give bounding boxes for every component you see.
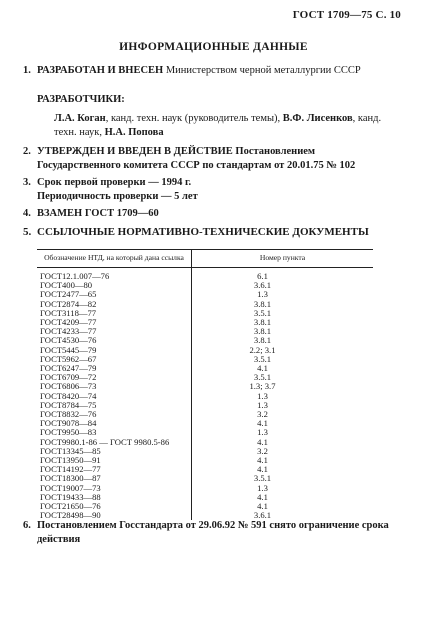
clause-cell: 1.3 bbox=[257, 289, 268, 300]
document-number: 28498—90 bbox=[62, 510, 101, 521]
document-number: 8784—75 bbox=[62, 399, 97, 410]
document-prefix: ГОСТ bbox=[40, 326, 63, 337]
document-prefix: ГОСТ bbox=[40, 363, 63, 374]
document-number: 9078—84 bbox=[62, 418, 97, 429]
section-6 bbox=[23, 519, 401, 547]
developer-name: Л.А. Коган bbox=[54, 113, 106, 124]
document-number: 4209—77 bbox=[62, 317, 97, 328]
document-number: 2874—82 bbox=[62, 298, 97, 309]
column-header-clause: Номер пункта bbox=[259, 253, 306, 262]
section-1-heading: РАЗРАБОТАН И ВНЕСЕН bbox=[37, 65, 164, 76]
document-number: 9950—83 bbox=[62, 427, 97, 438]
section-4 bbox=[23, 207, 401, 221]
page-header: ГОСТ 1709—75 С. 10 bbox=[292, 9, 401, 21]
document-prefix: ГОСТ bbox=[40, 280, 63, 291]
section-1-number: 1. bbox=[23, 65, 31, 76]
section-2-heading: УТВЕРЖДЕН И ВВЕДЕН В ДЕЙСТВИЕ bbox=[37, 146, 233, 157]
clause-cell: 4.1 bbox=[257, 501, 268, 512]
clause-cell: 3.8.1 bbox=[253, 335, 272, 346]
document-prefix: ГОСТ bbox=[40, 418, 63, 429]
clause-cell: 4.1 bbox=[257, 464, 268, 475]
section-3 bbox=[23, 176, 401, 204]
clause-cell: 3.8.1 bbox=[253, 317, 272, 328]
section-2-number: 2. bbox=[23, 146, 31, 157]
document-prefix: ГОСТ bbox=[40, 482, 63, 493]
clause-cell: 3.5.1 bbox=[253, 307, 272, 318]
clause-cell: 6.1 bbox=[257, 271, 268, 281]
clause-cell: 4.1 bbox=[257, 363, 268, 374]
document-number: 9980.1-86 — ГОСТ 9980.5-86 bbox=[62, 436, 170, 447]
document-number: 6709—72 bbox=[62, 372, 97, 383]
section-3-line1: Срок первой проверки — 1994 г. bbox=[37, 177, 192, 188]
document-number: 13345—85 bbox=[62, 445, 101, 456]
clause-cell: 1.3 bbox=[257, 390, 268, 401]
document-number: 3118—77 bbox=[62, 307, 97, 318]
document-number: 6806—73 bbox=[62, 381, 97, 392]
clause-cell: 1.3 bbox=[257, 482, 268, 493]
clause-cell: 3.2 bbox=[257, 445, 268, 456]
document-number: 8420—74 bbox=[62, 390, 97, 401]
document-prefix: ГОСТ bbox=[40, 427, 63, 438]
section-3-line2: Периодичность проверки — 5 лет bbox=[37, 191, 198, 202]
document-prefix: ГОСТ bbox=[40, 436, 63, 447]
document-number: 5445—79 bbox=[62, 344, 97, 355]
document-number: 19007—73 bbox=[62, 482, 101, 493]
document-number: 6247—79 bbox=[62, 363, 97, 374]
document-number: 21650—76 bbox=[62, 501, 101, 512]
clause-cell: 1.3 bbox=[257, 427, 268, 438]
clause-cell: 4.1 bbox=[257, 418, 268, 429]
document-number: 8832—76 bbox=[62, 409, 97, 420]
section-1-text: Министерством черной металлургии СССР bbox=[165, 65, 361, 76]
clause-cell: 1.3; 3.7 bbox=[249, 381, 276, 392]
clause-cell: 3.5.1 bbox=[253, 473, 272, 484]
clause-cell: 3.2 bbox=[257, 409, 268, 420]
document-cell bbox=[37, 268, 192, 282]
developer-role: , канд. техн. наук, bbox=[54, 113, 382, 138]
document-number: 5962—67 bbox=[62, 353, 97, 364]
developer-name: В.Ф. Лисенков bbox=[282, 113, 353, 124]
section-2-text: Постановлением Государственного комитета СССР по стандартам от 20.01.75 № 102 bbox=[37, 146, 356, 171]
clause-cell: 1.3 bbox=[257, 399, 268, 410]
clause-cell: 4.1 bbox=[257, 436, 268, 447]
clause-cell: 3.5.1 bbox=[253, 353, 272, 364]
document-prefix: ГОСТ bbox=[40, 501, 63, 512]
document-number: 4530—76 bbox=[62, 335, 97, 346]
section-5 bbox=[23, 225, 401, 239]
document-prefix: ГОСТ bbox=[40, 298, 63, 309]
document-prefix: ГОСТ bbox=[40, 271, 63, 281]
document-number: 2477—65 bbox=[62, 289, 97, 300]
developers-heading: РАЗРАБОТЧИКИ: bbox=[37, 94, 125, 105]
document-prefix: ГОСТ bbox=[40, 344, 63, 355]
developers-list bbox=[54, 112, 401, 140]
section-5-text: ССЫЛОЧНЫЕ НОРМАТИВНО-ТЕХНИЧЕСКИЕ ДОКУМЕНТЫ bbox=[37, 226, 369, 238]
clause-cell: 2.2; 3.1 bbox=[249, 344, 276, 355]
clause-cell: 3.8.1 bbox=[253, 326, 272, 337]
document-number: 4233—77 bbox=[62, 326, 97, 337]
references-table bbox=[37, 249, 373, 520]
column-header-document: Обозначение НТД, на который дана ссылка bbox=[37, 250, 192, 268]
clause-cell: 4.1 bbox=[257, 491, 268, 502]
table-header-row bbox=[37, 250, 373, 268]
document-prefix: ГОСТ bbox=[40, 455, 63, 466]
clause-cell: 4.1 bbox=[257, 455, 268, 466]
document-number: 400—80 bbox=[62, 280, 93, 291]
document-prefix: ГОСТ bbox=[40, 399, 63, 410]
document-prefix: ГОСТ bbox=[40, 289, 63, 300]
document-prefix: ГОСТ bbox=[40, 335, 63, 346]
clause-cell: 3.8.1 bbox=[253, 298, 272, 309]
section-1 bbox=[23, 64, 401, 78]
section-6-text: Постановлением Госстандарта от 29.06.92 № 591 снято ограничение срока действия bbox=[37, 520, 389, 545]
clause-cell: 3.6.1 bbox=[253, 280, 272, 291]
developer-role: , канд. техн. наук (руководитель темы), bbox=[105, 113, 283, 124]
document-prefix: ГОСТ bbox=[40, 381, 63, 392]
document-number: 19433—88 bbox=[62, 491, 101, 502]
document-prefix: ГОСТ bbox=[40, 464, 63, 475]
document-prefix: ГОСТ bbox=[40, 510, 63, 521]
document-number: 14192—77 bbox=[62, 464, 101, 475]
document-number: 13950—91 bbox=[62, 455, 101, 466]
document-prefix: ГОСТ bbox=[40, 353, 63, 364]
document-number: 12.1.007—76 bbox=[62, 271, 110, 281]
document-prefix: ГОСТ bbox=[40, 409, 63, 420]
document-prefix: ГОСТ bbox=[40, 390, 63, 401]
section-2 bbox=[23, 145, 401, 173]
section-3-number: 3. bbox=[23, 177, 31, 188]
section-6-number: 6. bbox=[23, 520, 31, 531]
document-prefix: ГОСТ bbox=[40, 491, 63, 502]
table-row bbox=[37, 268, 373, 282]
clause-cell: 3.6.1 bbox=[253, 510, 272, 521]
document-prefix: ГОСТ bbox=[40, 445, 63, 456]
document-prefix: ГОСТ bbox=[40, 372, 63, 383]
document-number: 18300—87 bbox=[62, 473, 101, 484]
document-prefix: ГОСТ bbox=[40, 307, 63, 318]
section-4-number: 4. bbox=[23, 208, 31, 219]
document-prefix: ГОСТ bbox=[40, 317, 63, 328]
page-title: ИНФОРМАЦИОННЫЕ ДАННЫЕ bbox=[119, 41, 308, 53]
document-prefix: ГОСТ bbox=[40, 473, 63, 484]
section-4-text: ВЗАМЕН ГОСТ 1709—60 bbox=[37, 208, 159, 219]
section-5-number: 5. bbox=[23, 226, 32, 238]
clause-cell: 3.5.1 bbox=[253, 372, 272, 383]
developer-name: Н.А. Попова bbox=[104, 127, 164, 138]
